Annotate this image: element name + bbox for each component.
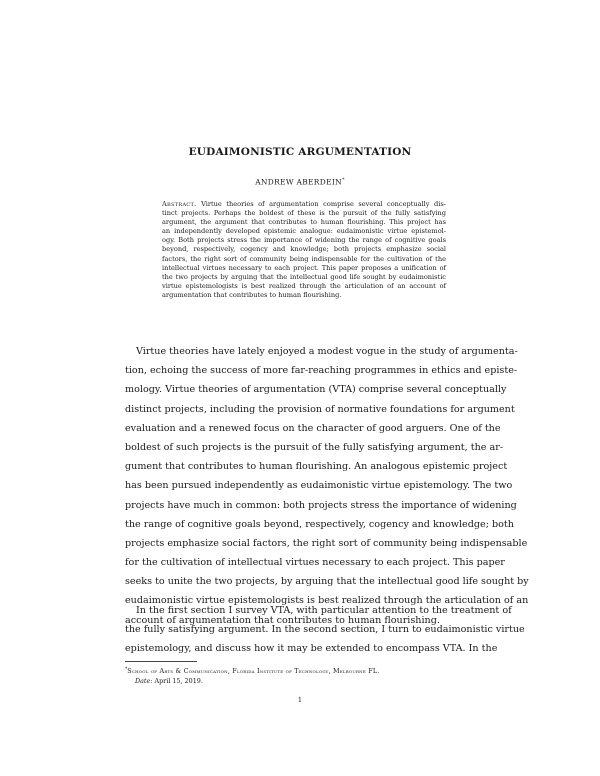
footnote-date-label: Date bbox=[135, 677, 151, 686]
body-line: the range of cognitive goals beyond, respectively, cogency and knowledge; both bbox=[125, 518, 514, 530]
page-number: 1 bbox=[297, 696, 303, 704]
body-line: evaluation and a renewed focus on the character of good arguers. One of the bbox=[125, 422, 501, 434]
author-name: ANDREW ABERDEIN bbox=[255, 177, 342, 187]
abstract-line: beyond, respectively, cogency and knowledge; both projects emphasize social bbox=[162, 245, 446, 254]
body-paragraph-2 bbox=[125, 601, 525, 659]
body-line: distinct projects, including the provision of normative foundations for argument bbox=[125, 403, 515, 415]
body-line: projects emphasize social factors, the right sort of community being indispensable bbox=[125, 537, 528, 549]
abstract-line: ogy. Both projects stress the importance of widening the range of cognitive goals bbox=[162, 236, 446, 245]
body-line: In the first section I survey VTA, with particular attention to the treatment of bbox=[136, 605, 512, 616]
body-line: account of argumentation that contributes to human flourishing. bbox=[125, 614, 440, 626]
body-line: seeks to unite the two projects, by arguing that the intellectual good life sought by bbox=[125, 576, 529, 588]
abstract-line: intellectual virtues necessary to each project. This paper proposes a unification of bbox=[162, 263, 446, 272]
body-line: epistemology, and discuss how it may be extended to encompass VTA. In the bbox=[125, 643, 498, 655]
abstract-line: an independently developed epistemic analogue: eudaimonistic virtue epistemol- bbox=[162, 227, 446, 236]
footnote bbox=[125, 665, 485, 686]
body-line: has been pursued independently as eudaimonistic virtue epistemology. The two bbox=[125, 480, 513, 492]
abstract-line: the two projects by arguing that the intellectual good life sought by eudaimonistic bbox=[162, 272, 446, 281]
abstract bbox=[162, 200, 446, 300]
body-line: mology. Virtue theories of argumentation (VTA) comprise several conceptually bbox=[125, 384, 507, 396]
abstract-line: virtue epistemologists is best realized through the articulation of an account of bbox=[162, 281, 446, 290]
footnote-rule bbox=[125, 661, 197, 662]
footnote-date: Date: April 15, 2019. bbox=[135, 677, 203, 686]
paper-title: EUDAIMONISTIC ARGUMENTATION bbox=[188, 146, 412, 158]
author-line bbox=[0, 177, 600, 187]
abstract-line: argument, the argument that contributes to human flourishing. This project has bbox=[162, 218, 446, 227]
body-line: the fully satisfying argument. In the second section, I turn to eudaimonistic virtue bbox=[125, 624, 525, 636]
abstract-line: factors, the right sort of community being indispensable for the cultivation of the bbox=[162, 254, 446, 263]
footnote-affiliation: *School of Arts & Communication, Florida Institute of Technology, Melbourne FL. bbox=[125, 667, 380, 676]
author-footnote-mark: * bbox=[341, 177, 345, 183]
body-line: eudaimonistic virtue epistemologists is best realized through the articulation of an bbox=[125, 595, 529, 607]
footnote-mark: * bbox=[125, 667, 128, 672]
body-line: gument that contributes to human flourishing. An analogous epistemic project bbox=[125, 461, 508, 473]
body-line: tion, echoing the success of more far-reaching programmes in ethics and episte- bbox=[125, 365, 518, 377]
abstract-line: argumentation that contributes to human flourishing. bbox=[162, 290, 342, 299]
abstract-line: tinct projects. Perhaps the boldest of these is the pursuit of the fully satisfying bbox=[162, 209, 446, 218]
abstract-line: Abstract. Virtue theories of argumentation comprise several conceptually dis- bbox=[162, 200, 446, 208]
body-line: for the cultivation of intellectual virtues necessary to each project. This paper bbox=[125, 557, 505, 569]
abstract-heading: Abstract. bbox=[162, 200, 197, 208]
body-line: boldest of such projects is the pursuit of the fully satisfying argument, the ar- bbox=[125, 441, 504, 453]
body-line: Virtue theories have lately enjoyed a modest vogue in the study of argumenta- bbox=[136, 346, 518, 357]
body-line: projects have much in common: both projects stress the importance of widening bbox=[125, 499, 517, 511]
